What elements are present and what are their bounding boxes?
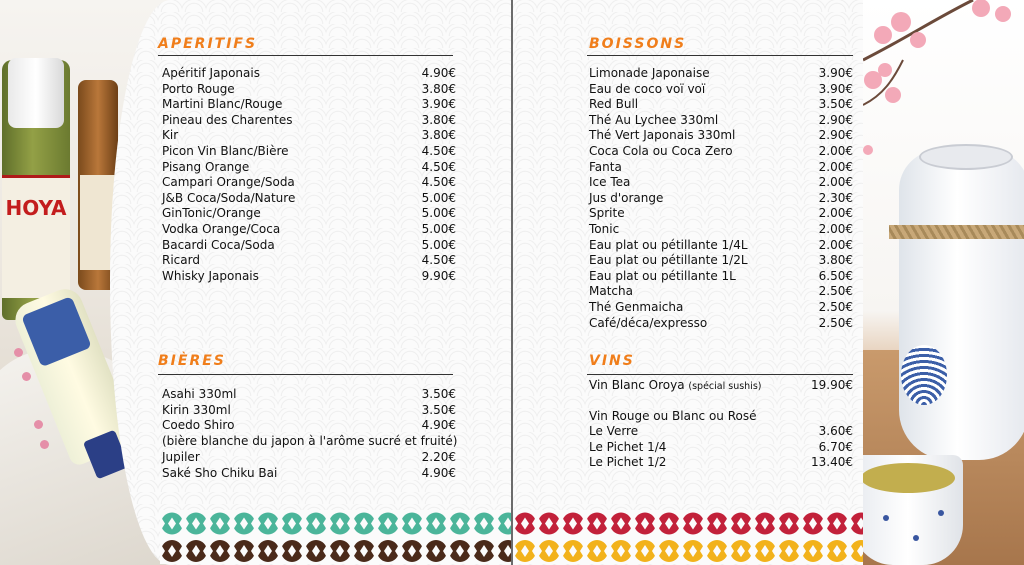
menu-item-row [162,269,456,285]
menu-item-name: Vin Blanc Oroya (spécial sushis) [589,378,762,392]
vins-rule [587,374,853,375]
boissons-title: BOISSONS [589,36,687,52]
menu-item-price: 5.00€ [421,237,456,252]
menu-item-price: 3.50€ [421,387,456,401]
menu-item-price: 2.00€ [818,159,853,174]
menu-item-row [162,387,456,403]
menu-item-row [589,82,853,98]
red-pattern-band [513,510,863,537]
menu-item-row [162,253,456,269]
menu-item-price: 13.40€ [811,455,853,470]
blossom-icon [34,420,43,429]
menu-item-row [589,455,853,471]
menu-item-row [589,113,853,129]
aperitifs-title: APERITIFS [158,36,258,52]
menu-item-name: Picon Vin Blanc/Bière [162,143,289,158]
choya-bottle-image [2,60,70,320]
menu-item-row [589,238,853,254]
sake-cup-image [863,455,963,565]
aperitifs-list [162,66,456,284]
menu-item-price: 2.20€ [421,450,456,464]
menu-item-row [589,66,853,82]
menu-item-row [589,300,853,316]
menu-item-row [162,450,456,466]
menu-item-name: Vodka Orange/Coca [162,221,281,236]
menu-item-price: 4.50€ [421,253,456,268]
menu-item-row [589,253,853,269]
menu-item-row [162,191,456,207]
vins-title: VINS [589,353,635,369]
menu-item-row [589,440,853,456]
menu-item-price: 2.00€ [818,237,853,252]
menu-item-row [589,191,853,207]
menu-item-name: Jus d'orange [589,190,664,205]
menu-item-row [162,403,456,419]
menu-item-row [162,160,456,176]
menu-item-price: 5.00€ [421,221,456,236]
vin-rouge-heading: Vin Rouge ou Blanc ou Rosé [589,409,757,423]
menu-item-row [589,222,853,238]
boissons-list [589,66,853,331]
menu-item-name: Eau plat ou pétillante 1/2L [589,253,748,268]
menu-item-name: Le Pichet 1/4 [589,439,667,454]
menu-item-name: Fanta [589,159,622,174]
menu-item-price: 2.50€ [818,284,853,299]
menu-item-row [162,66,456,82]
menu-item-name: Eau plat ou pétillante 1L [589,268,736,283]
vins-list [589,424,853,471]
menu-item-price: 3.80€ [818,253,853,268]
blossom-icon [40,440,49,449]
menu-item-price: 2.50€ [818,315,853,330]
menu-item-price: 3.90€ [818,81,853,96]
menu-item-name: Jupiler [162,450,200,464]
menu-item-price: 2.90€ [818,112,853,127]
center-divider [511,0,513,565]
menu-item-price: 3.60€ [818,424,853,438]
menu-item-name: GinTonic/Orange [162,206,261,221]
menu-item-row [589,175,853,191]
menu-item-name: Saké Sho Chiku Bai [162,465,278,480]
menu-item-price: 19.90€ [811,378,853,392]
brown-pattern-band [160,537,511,564]
menu-item-row [162,82,456,98]
menu-item-name: Thé Genmaicha [589,299,684,314]
menu-item-price: 2.90€ [818,128,853,143]
menu-item-name: Thé Vert Japonais 330ml [589,128,736,143]
choya-label-text: HOYA [5,196,67,220]
menu-item-row [162,97,456,113]
menu-item-row [162,206,456,222]
menu-item-name: Kirin 330ml [162,402,231,417]
menu-item-row [162,128,456,144]
menu-item-name: Campari Orange/Soda [162,175,295,190]
coedo-note: (bière blanche du japon à l'arôme sucré et fruité) [162,434,458,448]
menu-item-price: 4.50€ [421,143,456,158]
menu-item-name: Whisky Japonais [162,268,259,283]
menu-item-name: Martini Blanc/Rouge [162,97,283,112]
menu-item-row [589,206,853,222]
menu-item-price: 3.80€ [421,81,456,96]
menu-item-name: Kir [162,128,179,143]
sake-jug-image [899,150,1024,460]
bieres-list-continued [162,450,456,481]
menu-item-name: Porto Rouge [162,81,235,96]
menu-item-price: 2.30€ [818,190,853,205]
bieres-title: BIÈRES [158,353,226,369]
menu-item-name: Apéritif Japonais [162,66,260,80]
menu-item-row [589,424,853,440]
menu-item-row [162,175,456,191]
menu-item-name: Sprite [589,206,625,221]
menu-item-name: Asahi 330ml [162,387,237,401]
menu-item-name: Ricard [162,253,200,268]
menu-item-price: 4.50€ [421,159,456,174]
menu-item-price: 3.90€ [818,66,853,80]
menu-item-price: 6.50€ [818,268,853,283]
menu-item-price: 4.90€ [421,66,456,80]
menu-item-row [162,238,456,254]
menu-item-price: 3.80€ [421,128,456,143]
menu-item-name: Café/déca/expresso [589,315,708,330]
menu-item-price: 6.70€ [818,439,853,454]
menu-item-name: Le Verre [589,424,639,438]
menu-item-price: 3.90€ [421,97,456,112]
menu-item-row [162,222,456,238]
menu-item-row [162,144,456,160]
vin-blanc-oroya-row [589,378,853,395]
menu-item-name: Eau de coco voï voï [589,81,706,96]
menu-item-price: 9.90€ [421,268,456,283]
menu-item-row [589,316,853,332]
bieres-list [162,387,456,434]
menu-item-price: 3.50€ [818,97,853,112]
teal-pattern-band [160,510,511,537]
blossom-icon [22,372,31,381]
menu-item-name: Pineau des Charentes [162,112,293,127]
blossom-icon [14,348,23,357]
menu-item-row [589,144,853,160]
menu-item-row [589,160,853,176]
menu-item-price: 2.00€ [818,221,853,236]
menu-item-row [589,128,853,144]
menu-item-row [589,97,853,113]
menu-item-name: Red Bull [589,97,639,112]
menu-item-name: Bacardi Coca/Soda [162,237,275,252]
menu-item-row [162,418,456,434]
menu-item-price: 2.00€ [818,143,853,158]
yellow-pattern-band [513,537,863,564]
menu-item-price: 4.90€ [421,465,456,480]
menu-item-name: Pisang Orange [162,159,250,174]
aperitifs-rule [158,55,453,56]
menu-item-name: Le Pichet 1/2 [589,455,667,470]
menu-item-price: 3.80€ [421,112,456,127]
menu-item-row [589,269,853,285]
bieres-rule [158,374,453,375]
menu-item-row [162,113,456,129]
menu-item-name: Coedo Shiro [162,418,235,433]
menu-item-name: Tonic [589,221,620,236]
menu-item-price: 3.50€ [421,402,456,417]
menu-item-price: 2.00€ [818,175,853,190]
menu-item-row [589,284,853,300]
menu-item-price: 4.90€ [421,418,456,433]
right-photo-sake-set [863,0,1024,565]
menu-item-name: Coca Cola ou Coca Zero [589,143,733,158]
menu-item-price: 2.50€ [818,299,853,314]
menu-item-price: 5.00€ [421,206,456,221]
menu-item-price: 4.50€ [421,175,456,190]
menu-item-name: Matcha [589,284,633,299]
menu-item-name: Eau plat ou pétillante 1/4L [589,237,748,252]
menu-item-name: Thé Au Lychee 330ml [589,112,719,127]
menu-item-name: Ice Tea [589,175,631,190]
menu-item-name: J&B Coca/Soda/Nature [162,190,296,205]
menu-item-row [162,466,456,482]
menu-item-price: 5.00€ [421,190,456,205]
boissons-rule [587,55,853,56]
menu-item-name: Limonade Japonaise [589,66,710,80]
menu-item-price: 2.00€ [818,206,853,221]
